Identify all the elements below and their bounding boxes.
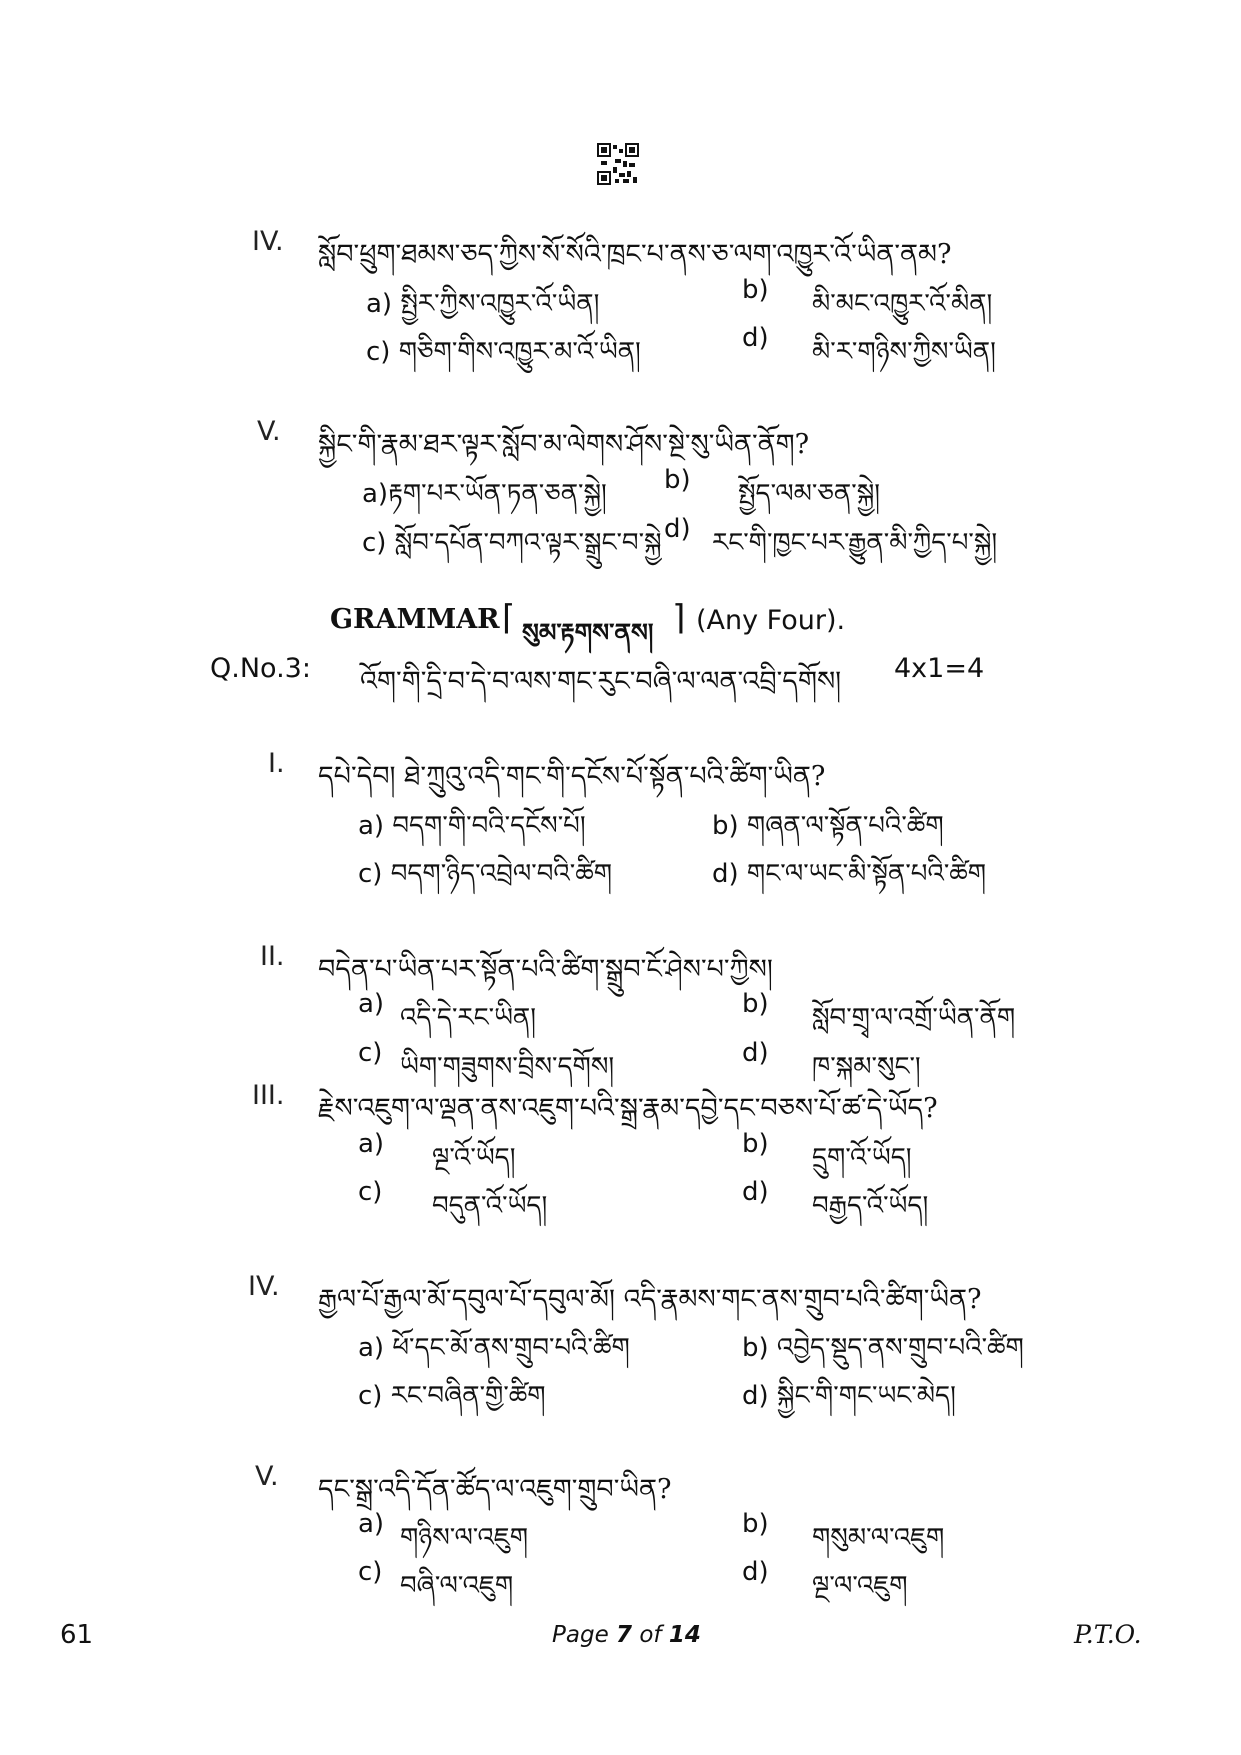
option-b: b) གཞན་ལ་སྟོན་པའི་ཚིག bbox=[712, 811, 944, 841]
option-d: བརྒྱད་འོ་ཡོད། bbox=[812, 1191, 929, 1221]
question-number: II. bbox=[260, 941, 285, 972]
option-d: རང་གི་ཁྱང་པར་རྒྱུན་མི་ཀྱིད་པ་སྐྱེ། bbox=[712, 528, 998, 558]
option-d-label: d) bbox=[742, 1177, 769, 1207]
instruction-text: འོག་གི་དྲི་བ་དེ་བ་ལས་གང་རུང་བཞི་ལ་ལན་འབྲི་དགོས། bbox=[360, 666, 842, 697]
option-b: སྤྱོད་ལམ་ཅན་སྐྱེ། bbox=[738, 479, 881, 509]
option-b: གསུམ་ལ་འཇུག bbox=[812, 1523, 945, 1553]
option-c-label: c) bbox=[358, 1557, 383, 1587]
option-d-label: d) bbox=[742, 1557, 769, 1587]
option-c: c) སློབ་དཔོན་བཀའ་ལྟར་སྒྲུང་བ་སྐྱེ bbox=[362, 528, 662, 558]
page-prefix: Page bbox=[552, 1622, 617, 1648]
option-b-label: b) bbox=[742, 1129, 769, 1159]
option-b: མི་མང་འཁྱུར་འོ་མིན། bbox=[812, 289, 993, 319]
option-a-label: a) bbox=[358, 1509, 385, 1539]
question-number: I. bbox=[268, 748, 285, 779]
option-c-label: c) bbox=[358, 1038, 383, 1068]
option-d: d) གང་ལ་ཡང་མི་སྟོན་པའི་ཚིག bbox=[712, 859, 987, 889]
option-a: གཉིས་ལ་འཇུག bbox=[400, 1523, 529, 1553]
question-text: བདེན་པ་ཡིན་པར་སྟོན་པའི་ཚིག་སྒྲུབ་ངོ་ཤེས་པ་ཀྱིས། bbox=[318, 954, 773, 985]
question-text: དང་སྒྲ་འདི་དོན་ཚོད་ལ་འཇུག་གྲུབ་ཡིན? bbox=[318, 1474, 672, 1505]
option-c: c) བདག་ཉིད་འབྲེལ་བའི་ཚིག bbox=[358, 859, 613, 889]
qr-code-icon bbox=[597, 143, 639, 185]
please-turn-over: P.T.O. bbox=[1074, 1620, 1142, 1649]
option-c-label: c) bbox=[358, 1177, 383, 1207]
option-c: བཞི་ལ་འཇུག bbox=[400, 1571, 514, 1601]
option-b-label: b) bbox=[742, 989, 769, 1019]
question-number: IV. bbox=[248, 1271, 280, 1302]
option-b-label: b) bbox=[742, 1509, 769, 1539]
option-c: ཡིག་གཟུགས་བྲིས་དགོས། bbox=[400, 1052, 615, 1082]
option-a: a) བདག་གི་བའི་དངོས་པོ། bbox=[358, 811, 586, 841]
option-a: a)རྟག་པར་ཡོན་ཏན་ཅན་སྐྱེ། bbox=[362, 479, 607, 509]
option-c: c) གཅིག་གིས་འཁྱུར་མ་འོ་ཡིན། bbox=[366, 337, 641, 367]
option-d: ལྔ་ལ་འཇུག bbox=[812, 1571, 908, 1601]
question-text: དཔེ་དེབ། ཐེ་ཀྲུའུ་འདི་གང་གི་དངོས་པོ་སྟོན་པའི་ཚིག་ཡིན? bbox=[318, 761, 826, 792]
section-title: GRAMMAR bbox=[330, 604, 500, 635]
page-number: 7 bbox=[616, 1622, 633, 1648]
any-four-note: (Any Four). bbox=[696, 605, 846, 636]
option-d-label: d) bbox=[742, 1038, 769, 1068]
option-a-label: a) bbox=[358, 989, 385, 1019]
page-of: of bbox=[632, 1622, 669, 1648]
question-text: སློབ་ཕྲུག་ཐམས་ཅད་ཀྱིས་སོ་སོའི་ཁྲང་པ་ནས་ཅ་ལག་འཁྱུར་འོ་ཡིན་ནམ? bbox=[318, 239, 952, 270]
option-a: a) ཕོ་དང་མོ་ནས་གྲུབ་པའི་ཚིག bbox=[358, 1333, 630, 1363]
option-d: d) སྐྱིང་གི་གང་ཡང་མེད། bbox=[742, 1381, 956, 1411]
option-a: a) སྤྱིར་ཀྱིས་འཁྱུར་འོ་ཡིན། bbox=[366, 289, 600, 319]
question-number: III. bbox=[252, 1080, 285, 1111]
option-a: འདི་དེ་རང་ཡིན། bbox=[400, 1003, 537, 1033]
question-text: རྗེས་འཇུག་ལ་ལྡན་ནས་འཇུག་པའི་སྒྲ་རྣམ་དབྱེ་དང་བཅས་པོ་ཚ་དེ་ཡོད? bbox=[318, 1093, 938, 1124]
bracket-close: ⌉ bbox=[672, 598, 686, 638]
option-d: མི་ར་གཉིས་ཀྱིས་ཡིན། bbox=[812, 337, 996, 367]
question-number: IV. bbox=[252, 226, 284, 257]
page-indicator bbox=[552, 1622, 701, 1648]
question-text: རྒྱལ་པོ་རྒྱལ་མོ་དབུལ་པོ་དབུལ་མོ། འདི་རྣམས་གང་ནས་གྲུབ་པའི་ཚིག་ཡིན? bbox=[318, 1284, 982, 1315]
option-b-label: b) bbox=[742, 275, 769, 305]
question-number: V. bbox=[257, 416, 281, 447]
option-d-label: d) bbox=[664, 514, 691, 544]
subject-code: 61 bbox=[60, 1620, 94, 1650]
option-b: སློབ་གྲྭ་ལ་འགྲོ་ཡིན་ནོག bbox=[812, 1003, 1016, 1033]
bracket-open: ⌈ bbox=[502, 598, 516, 638]
option-b: b) འབྱེད་སྡུད་ནས་གྲུབ་པའི་ཚིག bbox=[742, 1333, 1024, 1363]
marks-allocation: 4x1=4 bbox=[894, 653, 985, 684]
question-group-number: Q.No.3: bbox=[210, 653, 311, 684]
question-number: V. bbox=[255, 1461, 279, 1492]
question-text: སྐྱིང་གི་རྣམ་ཐར་ལྟར་སློབ་མ་ལེགས་ཤོས་སྔེ་སུ་ཡིན་ནོག? bbox=[318, 429, 810, 460]
option-d: ཁ་སྐམ་སུང་། bbox=[812, 1052, 921, 1082]
option-b: དྲུག་འོ་ཡོད། bbox=[812, 1143, 912, 1173]
option-b-label: b) bbox=[664, 465, 691, 495]
option-d-label: d) bbox=[742, 323, 769, 353]
option-c: བདུན་འོ་ཡོད། bbox=[432, 1191, 548, 1221]
option-c: c) རང་བཞིན་གྱི་ཚིག bbox=[358, 1381, 546, 1411]
option-a-label: a) bbox=[358, 1129, 385, 1159]
option-a: ལྔ་འོ་ཡོད། bbox=[432, 1143, 516, 1173]
page-total: 14 bbox=[668, 1622, 701, 1648]
grammar-tibetan-title: སུམ་རྟགས་ནས། bbox=[522, 618, 654, 647]
